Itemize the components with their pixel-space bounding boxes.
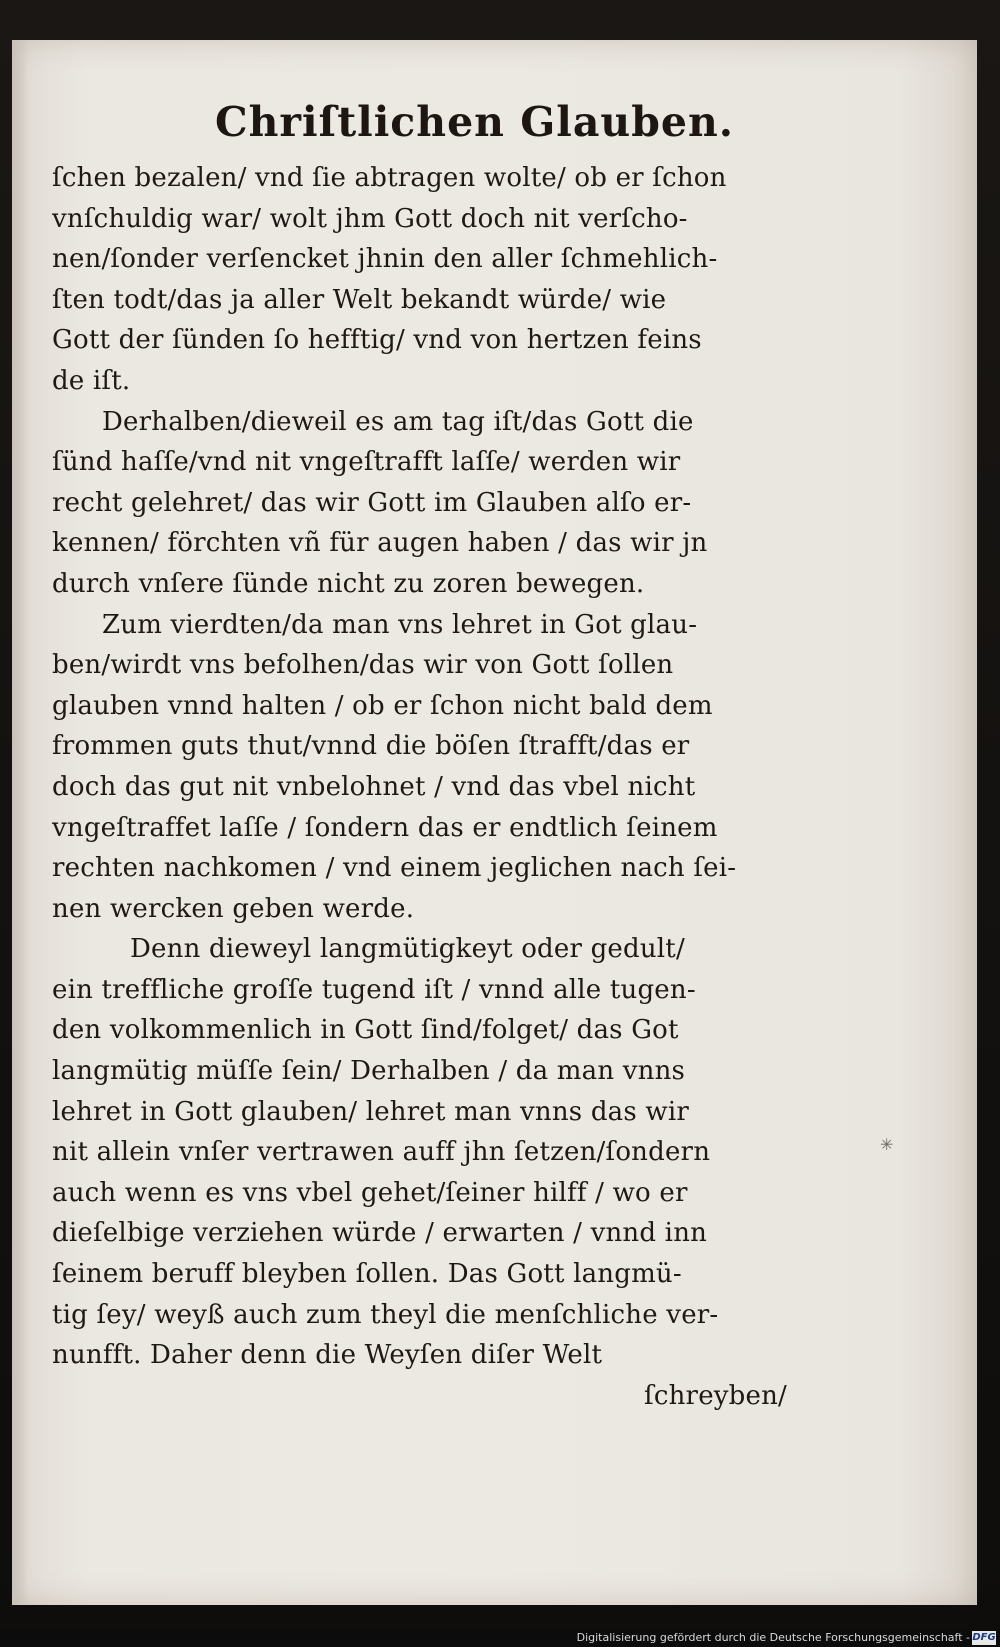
book-page <box>12 40 977 1605</box>
text-line: lehret in Gott glauben/ lehret man vnns das wir <box>52 1096 689 1127</box>
text-line: rechten nachkomen / vnd einem jeglichen nach ſei- <box>52 853 737 884</box>
text-line: ben/wirdt vns befolhen/das wir von Gott ſollen <box>52 650 674 681</box>
text-line: glauben vnnd halten / ob er ſchon nicht bald dem <box>52 690 713 721</box>
digitization-credit: Digitalisierung gefördert durch die Deutsche Forschungsgemeinschaft - <box>576 1631 970 1644</box>
paragraph-start-line: Derhalben/dieweil es am tag iſt/das Gott die <box>102 406 694 437</box>
text-line: Gott der ſünden ſo hefftig/ vnd von hertzen feins <box>52 325 702 356</box>
page-gutter-shadow <box>12 40 28 1605</box>
text-line: vngeſtraffet laſſe / ſondern das er endtlich ſeinem <box>52 812 718 843</box>
text-line: nit allein vnſer vertrawen auff jhn ſetzen/ſondern <box>52 1137 711 1168</box>
dfg-logo: DFG <box>972 1632 996 1643</box>
text-line: ſünd haſſe/vnd nit vngeſtrafft laſſe/ werden wir <box>52 447 681 478</box>
text-line: auch wenn es vns vbel gehet/ſeiner hilff / wo er <box>52 1177 688 1208</box>
catchword: ſchreyben/ <box>644 1380 787 1411</box>
text-line: langmütig müſſe ſein/ Derhalben / da man vnns <box>52 1056 686 1087</box>
text-line: ſten todt/das ja aller Welt bekandt würde/ wie <box>52 284 667 315</box>
text-line: recht gelehret/ das wir Gott im Glauben alſo er- <box>52 487 692 518</box>
text-line: de iſt. <box>52 365 131 396</box>
text-line: nen/ſonder verſencket jhnin den aller ſchmehlich- <box>52 244 718 275</box>
text-line: den volkommenlich in Gott ſind/folget/ das Got <box>52 1015 679 1046</box>
text-line: kennen/ förchten vñ für augen haben / das wir jn <box>52 528 708 559</box>
margin-ornament-icon: ✳ <box>880 1135 894 1154</box>
body-text <box>52 158 912 1416</box>
text-line: vnſchuldig war/ wolt jhm Gott doch nit verſcho- <box>52 203 688 234</box>
paragraph-start-line: Denn dieweyl langmütigkeyt oder gedult/ <box>130 934 685 965</box>
text-line: nen wercken geben werde. <box>52 893 415 924</box>
text-line: ſchen bezalen/ vnd ſie abtragen wolte/ ob er ſchon <box>52 163 727 193</box>
running-head: Chriſtlichen Glauben. <box>214 98 735 146</box>
text-line: tig ſey/ weyß auch zum theyl die menſchliche ver- <box>52 1299 719 1330</box>
text-line: dieſelbige verziehen würde / erwarten / vnnd inn <box>52 1218 708 1249</box>
text-line: ein treffliche groſſe tugend iſt / vnnd alle tugen- <box>52 974 696 1005</box>
text-line: doch das gut nit vnbelohnet / vnd das vbel nicht <box>52 771 696 802</box>
text-line: nunfft. Daher denn die Weyſen diſer Welt <box>52 1340 603 1371</box>
text-line: durch vnſere ſünde nicht zu zoren bewegen. <box>52 568 645 599</box>
text-line: ſeinem beruff bleyben ſollen. Das Gott langmü- <box>52 1259 682 1290</box>
text-line: frommen guts thut/vnnd die böſen ſtrafft/das er <box>52 731 690 762</box>
paragraph-start-line: Zum vierdten/da man vns lehret in Got glau- <box>102 609 698 640</box>
